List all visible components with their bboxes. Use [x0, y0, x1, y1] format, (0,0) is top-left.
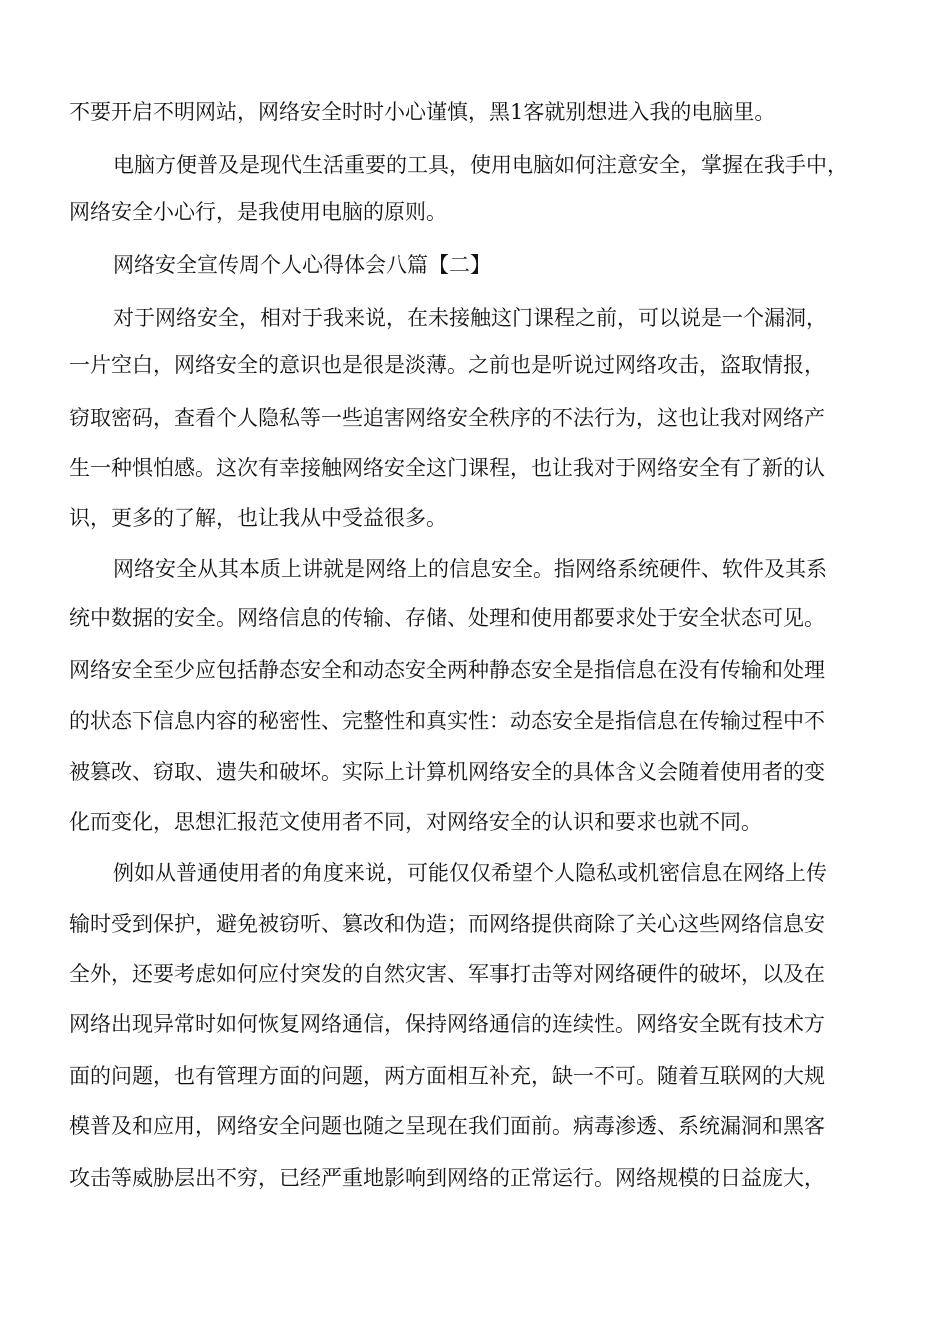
text-line: 面的问题，也有管理方面的问题，两方面相互补充，缺一不可。随着互联网的大规 — [69, 1064, 825, 1088]
text-line: 网络安全从其本质上讲就是网络上的信息安全。指网络系统硬件、软件及其系 — [113, 557, 827, 581]
text-line: 对于网络安全，相对于我来说，在未接触这门课程之前，可以说是一个漏洞， — [113, 306, 827, 330]
text-line: 一片空白，网络安全的意识也是很是淡薄。之前也是听说过网络攻击，盗取情报， — [69, 353, 825, 377]
text-line: 统中数据的安全。网络信息的传输、存储、处理和使用都要求处于安全状态可见。 — [69, 606, 825, 630]
section-heading: 网络安全宣传周个人心得体会八篇【二】 — [113, 253, 491, 277]
text-line: 识，更多的了解，也让我从中受益很多。 — [69, 506, 447, 530]
text-line: 不要开启不明网站，网络安全时时小心谨慎，黑1客就别想进入我的电脑里。 — [69, 100, 776, 124]
text-line: 电脑方便普及是现代生活重要的工具，使用电脑如何注意安全，掌握在我手中， — [113, 153, 848, 177]
text-line: 的状态下信息内容的秘密性、完整性和真实性：动态安全是指信息在传输过程中不 — [69, 709, 825, 733]
text-line: 攻击等威胁层出不穷，已经严重地影响到网络的正常运行。网络规模的日益庞大， — [69, 1166, 825, 1190]
text-line: 模普及和应用，网络安全问题也随之呈现在我们面前。病毒渗透、系统漏洞和黑客 — [69, 1114, 825, 1138]
text-line: 化而变化，思想汇报范文使用者不同，对网络安全的认识和要求也就不同。 — [69, 810, 762, 834]
text-line: 输时受到保护，避免被窃听、篡改和伪造；而网络提供商除了关心这些网络信息安 — [69, 912, 825, 936]
text-line: 网络出现异常时如何恢复网络通信，保持网络通信的连续性。网络安全既有技术方 — [69, 1012, 825, 1036]
text-line: 例如从普通使用者的角度来说，可能仅仅希望个人隐私或机密信息在网络上传 — [113, 861, 827, 885]
text-line: 网络安全至少应包括静态安全和动态安全两种静态安全是指信息在没有传输和处理 — [69, 658, 825, 682]
text-line: 窃取密码，查看个人隐私等一些追害网络安全秩序的不法行为，这也让我对网络产 — [69, 406, 825, 430]
text-line: 被篡改、窃取、遗失和破坏。实际上计算机网络安全的具体含义会随着使用者的变 — [69, 760, 825, 784]
text-line: 全外，还要考虑如何应付突发的自然灾害、军事打击等对网络硬件的破坏，以及在 — [69, 962, 825, 986]
text-line: 网络安全小心行，是我使用电脑的原则。 — [69, 200, 447, 224]
text-line: 生一种惧怕感。这次有幸接触网络安全这门课程，也让我对于网络安全有了新的认 — [69, 456, 825, 480]
